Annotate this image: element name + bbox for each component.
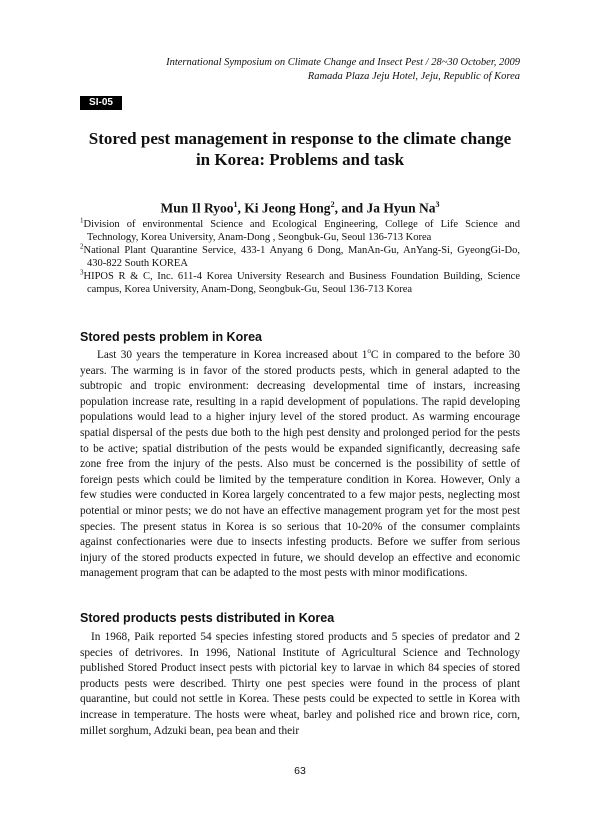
paper-title: Stored pest management in response to the climate change in Korea: Problems and task [88,129,512,169]
affiliation-number: 3 [80,268,84,277]
affiliation-number: 1 [80,216,84,225]
affiliation-text: National Plant Quarantine Service, 433-1 Anyang 6 Dong, ManAn-Gu, AnYang-Si, GyeongGi-Do, 430-822 South KOREA [83,244,520,269]
section-heading: Stored pests problem in Korea [80,330,262,344]
author-list [80,196,520,217]
author-name: Ki Jeong Hong [244,200,331,216]
affiliation-item [80,216,520,245]
section-heading: Stored products pests distributed in Korea [80,611,335,625]
session-code-badge: SI-05 [80,96,122,110]
affiliation-item [80,268,520,297]
affiliation-number: 2 [80,242,84,251]
author-name: Ja Hyun Na [366,200,436,216]
affiliation-item [80,242,520,271]
author-separator: , [237,200,245,216]
author-affil-mark: 1 [233,200,238,209]
section-paragraph: In 1968, Paik reported 54 species infesting stored products and 5 species of predator and 2 species of detrivores. In 1996, National Institute of Agricultural Science and Technology published Stored Product insect pests with pictorial key to larvae in which 84 species of stored products pests were described. Thirty one pest species were found in the process of plant quarantine, but could not settle in Korea. These pests could be expected to settle in Korea with increase in temperature. The hosts were wheat, barley and polished rice and brown rice, corn, millet sorghum, Adzuki bean, pea bean and their [80,631,520,737]
affiliation-text: Division of environmental Science and Ecological Engineering, College of Life Science and Technology, Korea University, Anam-Dong , Seongbuk-Gu, Seoul 136-713 Korea [83,219,520,243]
header-line-1: International Symposium on Climate Change and Insect Pest / 28~30 October, 2009 [166,57,520,68]
author-affil-mark: 2 [330,200,335,209]
page-number: 63 [294,765,306,777]
author-separator: , and [334,200,367,216]
degree-superscript: o [367,347,371,356]
paragraph-text: C in compared to the before 30 years. The warming is in favor of the stored products pests, which in general adapted to the subtropic and tropic environment: decreasing developmental time of instars, increasing population increase rate, resulting in a rapid development of populations. The rapid developing populations would lead to a higher injury level of the stored product. As warming encourage spatial dispersal of the pests due both to the high pest density and prolonged period for the pests to be active; spatial distribution of the pests would be expanded significantly, decreasing safe zone free from the injury of the pests. Also must be concerned is the possibility of settle of foreign pests which could be limited by the temperature condition in Korea. However, Only a few studies were conducted in Korea largely concentrated to a few major pests, neglecting most potential or minor pests; we do not have an effective management program yet for the most pest species. The present status in Korea is so serious that 10-20% of the consumer complaints against confectionaries were due to insects infesting products. Before we suffer from serious injury of the stored products expected in future, we should develop an effective and economic management program that can be adapted to the most pests with minor modifications. [80,349,520,580]
affiliation-text: HIPOS R & C, Inc. 611-4 Korea University Research and Business Foundation Building, Science campus, Korea University, Anam-Dong, Seongbuk-Gu, Seoul 136-713 Korea [83,270,520,295]
section-paragraph [80,348,520,582]
running-header [166,56,520,84]
paragraph-text: Last 30 years the temperature in Korea increased about 1 [97,349,368,361]
author-name: Mun Il Ryoo [160,200,234,216]
header-line-2: Ramada Plaza Jeju Hotel, Jeju, Republic of Korea [307,71,520,82]
affiliation-list [80,216,520,296]
author-affil-mark: 3 [435,200,440,209]
